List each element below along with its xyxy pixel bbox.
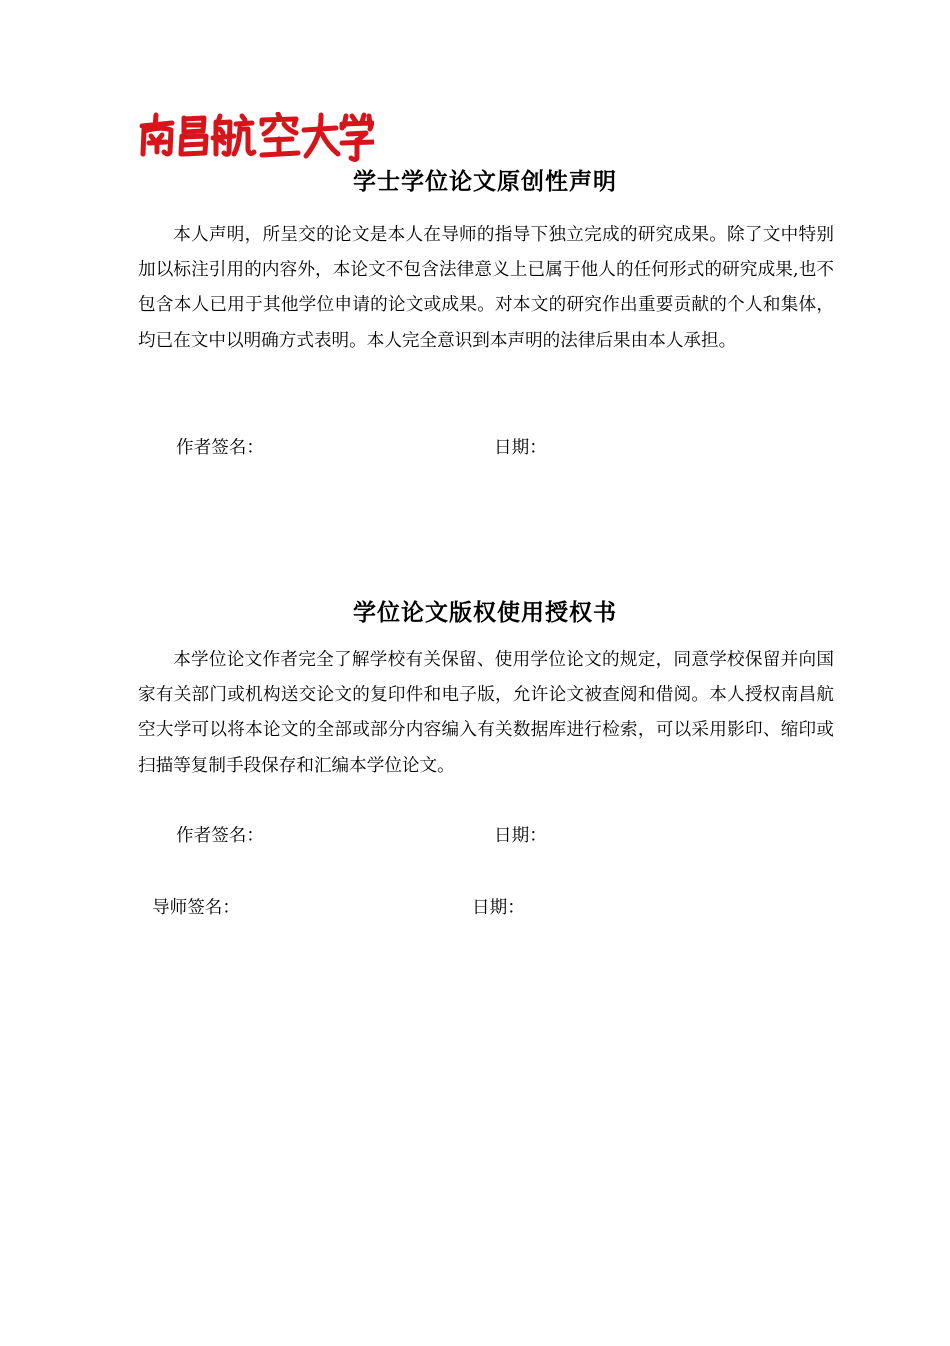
advisor-date-label: 日期： (472, 898, 525, 918)
authorization-author-signature-label: 作者签名： (176, 826, 264, 846)
copyright-authorization-body: 本学位论文作者完全了解学校有关保留、使用学位论文的规定，同意学校保留并向国家有关部门或机构送交论文的复印件和电子版，允许论文被查阅和借阅。本人授权南昌航空大学可以将本论文的全部或部分内容编入有关数据库进行检索，可以采用影印、缩印或扫描等复制手段保存和汇编本学位论文。 (138, 650, 834, 776)
university-logo-calligraphy (138, 112, 374, 162)
copyright-authorization-title: 学位论文版权使用授权书 (353, 600, 617, 626)
university-logo (138, 112, 374, 162)
authorization-author-date-label: 日期： (494, 826, 547, 846)
originality-author-signature-label: 作者签名： (176, 438, 264, 458)
originality-date-label: 日期： (494, 438, 547, 458)
originality-declaration-title: 学士学位论文原创性声明 (353, 169, 617, 195)
originality-declaration-body: 本人声明，所呈交的论文是本人在导师的指导下独立完成的研究成果。除了文中特别加以标注引用的内容外，本论文不包含法律意义上已属于他人的任何形式的研究成果,也不包含本人已用于其他学位申请的论文或成果。对本文的研究作出重要贡献的个人和集体，均已在文中以明确方式表明。本人完全意识到本声明的法律后果由本人承担。 (138, 225, 834, 351)
advisor-signature-label: 导师签名： (152, 898, 240, 918)
